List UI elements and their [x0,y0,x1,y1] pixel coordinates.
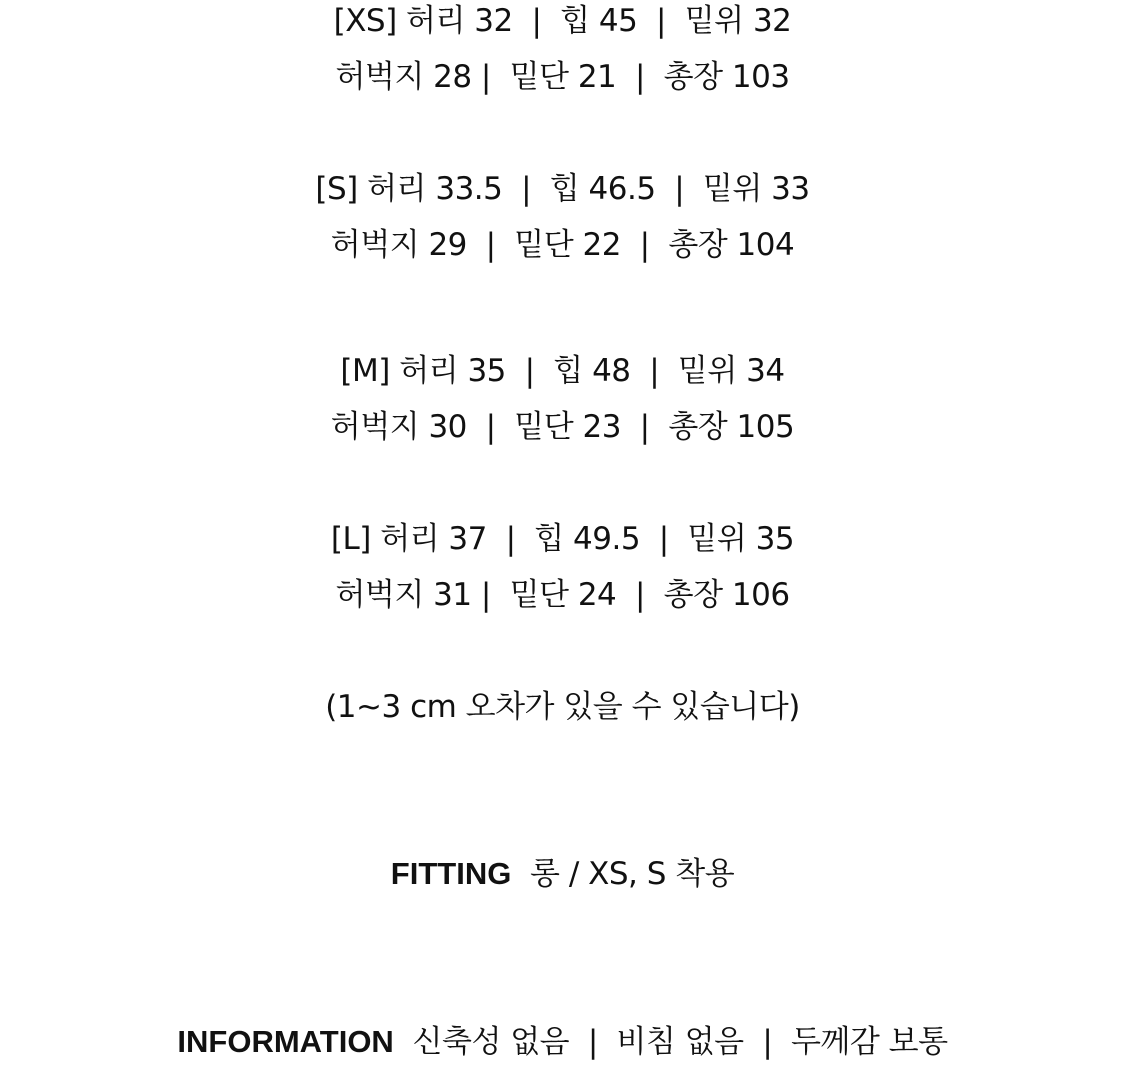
size-xs-line-1: [XS] 허리 32 | 힙 45 | 밑위 32 [333,3,792,39]
fitting-value: 롱 / XS, S 착용 [530,856,735,892]
information-value: 신축성 없음 | 비침 없음 | 두께감 보통 [412,1024,948,1060]
size-l-line-2: 허벅지 31 | 밑단 24 | 총장 106 [335,577,790,613]
measurement-note: (1~3 cm 오차가 있을 수 있습니다) [325,689,800,725]
information-row [0,1021,1125,1063]
size-m-line-2: 허벅지 30 | 밑단 23 | 총장 105 [330,409,795,445]
fitting-row [0,853,1125,895]
size-l-line-1: [L] 허리 37 | 힙 49.5 | 밑위 35 [330,521,795,557]
size-m-line-1: [M] 허리 35 | 힙 48 | 밑위 34 [340,353,785,389]
size-xs-line-2: 허벅지 28 | 밑단 21 | 총장 103 [335,59,790,95]
size-s-line-2: 허벅지 29 | 밑단 22 | 총장 104 [330,227,795,263]
size-s-line-1: [S] 허리 33.5 | 힙 46.5 | 밑위 33 [315,171,810,207]
information-label: INFORMATION [177,1024,394,1059]
fitting-label: FITTING [390,856,512,891]
